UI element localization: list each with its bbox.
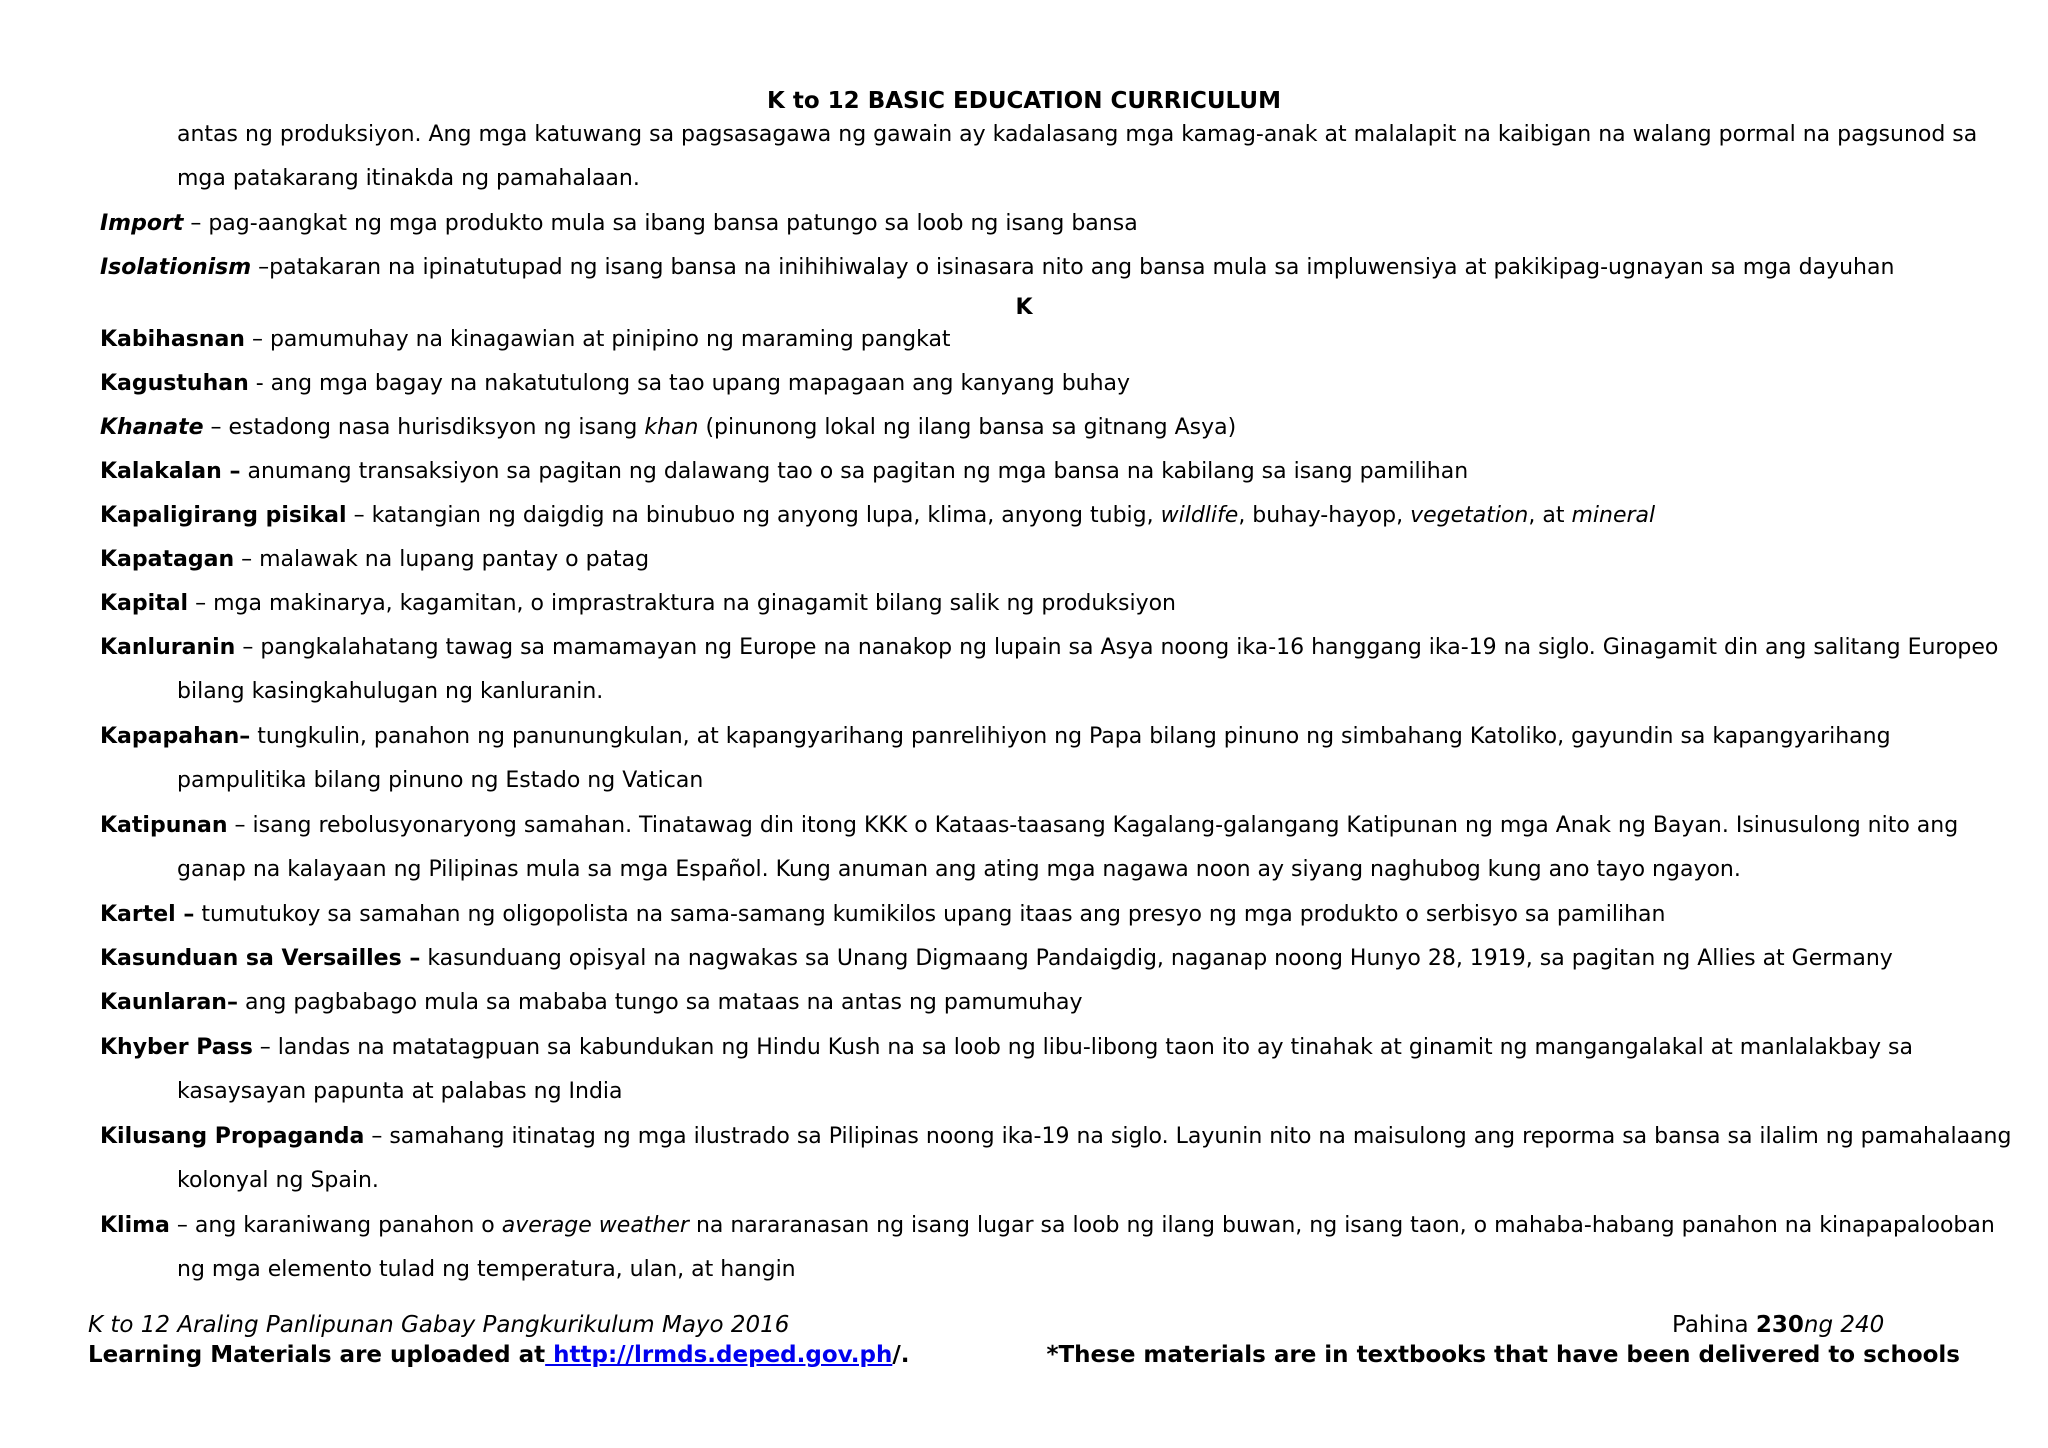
glossary-definition: – mga makinarya, kagamitan, o imprastraktura na ginagamit bilang salik ng produksiyon: [188, 591, 1176, 616]
glossary-definition: anumang transaksiyon sa pagitan ng dalawang tao o sa pagitan ng mga bansa na kabilang sa isang pamilihan: [240, 459, 1469, 484]
glossary-term: Kilusang Propaganda: [100, 1124, 365, 1149]
glossary-entry-kapatagan: [100, 538, 2000, 582]
glossary-term: Kapatagan: [100, 547, 235, 572]
glossary-definition: – estadong nasa hurisdiksyon ng isang: [203, 415, 645, 440]
glossary-entry-kapaligirang-pisikal: [100, 494, 2000, 538]
glossary-term: Kapaligirang pisikal: [100, 503, 347, 528]
glossary-definition-italic: average weather: [501, 1213, 689, 1238]
glossary-definition: kasunduang opisyal na nagwakas sa Unang Digmaang Pandaigdig, naganap noong Hunyo 28, 1919, sa pagitan ng Allies at Germany: [420, 946, 1893, 971]
page-total: ng 240: [1803, 1312, 1885, 1338]
glossary-definition: – pamumuhay na kinagawian at pinipino ng maraming pangkat: [244, 327, 951, 352]
glossary-definition: – katangian ng daigdig na binubuo ng anyong lupa, klima, anyong tubig,: [346, 503, 1161, 528]
glossary-definition-continued: pampulitika bilang pinuno ng Estado ng Vatican: [177, 768, 704, 793]
continuation-entry: [100, 113, 2000, 201]
page-title: K to 12 BASIC EDUCATION CURRICULUM: [767, 88, 1281, 114]
glossary-definition: (pinunong lokal ng ilang bansa sa gitnang Asya): [698, 415, 1237, 440]
glossary-definition: – samahang itinatag ng mga ilustrado sa Pilipinas noong ika-19 na siglo. Layunin nito na maisulong ang reporma sa bansa sa ilalim ng pamahalaang: [364, 1124, 2012, 1149]
glossary-definition: , buhay-hayop,: [1238, 503, 1411, 528]
glossary-definition: - ang mga bagay na nakatutulong sa tao upang mapagaan ang kanyang buhay: [248, 371, 1131, 396]
glossary-term: Kagustuhan: [100, 371, 249, 396]
glossary-definition: – pag-aangkat ng mga produkto mula sa ibang bansa patungo sa loob ng isang bansa: [183, 211, 1138, 236]
glossary-term: Katipunan: [100, 813, 228, 838]
glossary-definition: –patakaran na ipinatutupad ng isang bansa na inihihiwalay o isinasara nito ang bansa mula sa impluwensiya at pakikipag-ugnayan sa mga dayuhan: [251, 255, 1895, 280]
glossary-definition: , at: [1528, 503, 1572, 528]
glossary-term: Kartel –: [100, 902, 195, 927]
glossary-definition: na nararanasan ng isang lugar sa loob ng ilang buwan, ng isang taon, o mahaba-habang panahon na kinapapalooban: [688, 1213, 1995, 1238]
current-page: 230: [1755, 1312, 1804, 1338]
entry-line: antas ng produksiyon. Ang mga katuwang sa pagsasagawa ng gawain ay kadalasang mga kamag-anak at malalapit na kaibigan na walang pormal na pagsunod sa: [177, 122, 1978, 147]
glossary-entry-kartel: [100, 893, 2000, 937]
glossary-definition-continued: bilang kasingkahulugan ng kanluranin.: [177, 679, 604, 704]
lrmds-link[interactable]: http://lrmds.deped.gov.ph: [545, 1342, 893, 1368]
glossary-term: Isolationism: [100, 255, 252, 280]
glossary-term: Klima: [100, 1213, 170, 1238]
glossary-definition-italic: vegetation: [1410, 503, 1529, 528]
glossary-term: Kapapahan–: [100, 724, 251, 749]
glossary-definition: – malawak na lupang pantay o patag: [234, 547, 650, 572]
page-label: Pahina: [1672, 1312, 1756, 1338]
glossary-definition: – landas na matatagpuan sa kabundukan ng Hindu Kush na sa loob ng libu-libong taon ito ay tinahak at ginamit ng mangangalakal at manlalakbay sa: [252, 1035, 1913, 1060]
glossary-definition-italic: khan: [644, 415, 699, 440]
glossary-definition-italic: mineral: [1571, 503, 1656, 528]
glossary-term: Import: [100, 211, 184, 236]
footer-delivery-note: *These materials are in textbooks that have been delivered to schools: [1046, 1342, 1960, 1368]
entry-line: mga patakarang itinakda ng pamahalaan.: [177, 166, 640, 191]
glossary-entry-katipunan: [100, 804, 2000, 892]
glossary-definition: tungkulin, panahon ng panunungkulan, at kapangyarihang panrelihiyon ng Papa bilang pinuno ng simbahang Katoliko, gayundin sa kapangyarihang: [250, 724, 1891, 749]
glossary-term: Kalakalan –: [100, 459, 241, 484]
glossary-entry-kapital: [100, 582, 2000, 626]
glossary-definition: – pangkalahatang tawag sa mamamayan ng Europe na nanakop ng lupain sa Asya noong ika-16 hanggang ika-19 na siglo. Ginagamit din ang salitang Europeo: [235, 635, 1999, 660]
glossary-entry-khyber-pass: [100, 1026, 2000, 1114]
glossary-entry-kanluranin: [100, 626, 2000, 714]
glossary-entry-kagustuhan: [100, 362, 2000, 406]
glossary-term: Kanluranin: [100, 635, 236, 660]
footer-document-title: K to 12 Araling Panlipunan Gabay Pangkurikulum Mayo 2016: [88, 1312, 790, 1338]
footer-page-number: [1672, 1312, 1884, 1338]
glossary-definition-continued: kolonyal ng Spain.: [177, 1168, 379, 1193]
upload-note-text: Learning Materials are uploaded at: [88, 1342, 546, 1368]
glossary-entry-import: [100, 202, 2000, 246]
glossary-definition-continued: kasaysayan papunta at palabas ng India: [177, 1079, 623, 1104]
section-letter: K: [1015, 295, 1033, 320]
glossary-term: Kapital: [100, 591, 189, 616]
glossary-term: Kaunlaran–: [100, 990, 238, 1015]
glossary-definition: ang pagbabago mula sa mababa tungo sa mataas na antas ng pamumuhay: [237, 990, 1083, 1015]
glossary-entry-kalakalan: [100, 450, 2000, 494]
glossary-term: Khyber Pass: [100, 1035, 253, 1060]
glossary-definition: – ang karaniwang panahon o: [169, 1213, 502, 1238]
glossary-term: Khanate: [100, 415, 204, 440]
glossary-definition: tumutukoy sa samahan ng oligopolista na sama-samang kumikilos upang itaas ang presyo ng mga produkto o serbisyo sa pamilihan: [194, 902, 1666, 927]
glossary-term: Kasunduan sa Versailles –: [100, 946, 421, 971]
upload-note-suffix: /.: [892, 1342, 910, 1368]
glossary-entry-kasunduan-sa-versailles: [100, 937, 2000, 981]
glossary-entry-kaunlaran: [100, 981, 2000, 1025]
glossary-entry-kapapahan: [100, 715, 2000, 803]
glossary-definition-continued: ganap na kalayaan ng Pilipinas mula sa mga Español. Kung anuman ang ating mga nagawa noon ay siyang naghubog kung ano tayo ngayon.: [177, 857, 1741, 882]
glossary-definition: – isang rebolusyonaryong samahan. Tinatawag din itong KKK o Kataas-taasang Kagalang-galangang Katipunan ng mga Anak ng Bayan. Isinusulong nito ang: [227, 813, 1959, 838]
glossary-entry-isolationism: [100, 246, 2000, 290]
glossary-entry-kabihasnan: [100, 318, 2000, 362]
footer-upload-note: [88, 1342, 909, 1368]
glossary-definition-continued: ng mga elemento tulad ng temperatura, ulan, at hangin: [177, 1257, 796, 1282]
glossary-entry-klima: [100, 1204, 2000, 1292]
glossary-entry-kilusang-propaganda: [100, 1115, 2012, 1203]
glossary-term: Kabihasnan: [100, 327, 245, 352]
glossary-entry-khanate: [100, 406, 2000, 450]
glossary-definition-italic: wildlife: [1160, 503, 1239, 528]
